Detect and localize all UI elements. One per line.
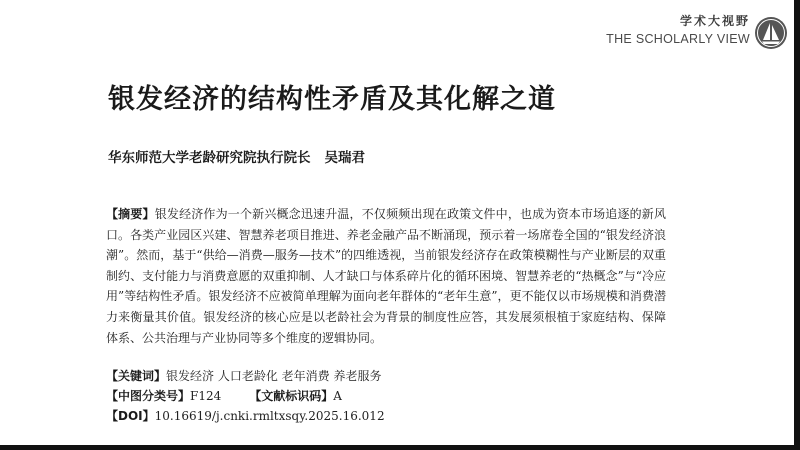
document-code-value: A (333, 389, 342, 403)
author-byline (108, 149, 365, 167)
abstract-label: 【摘要】 (106, 207, 155, 221)
classification-label: 【中图分类号】 (106, 389, 191, 403)
abstract-paragraph (106, 204, 666, 348)
doi-line (106, 407, 385, 425)
author-name: 吴瑞君 (324, 150, 365, 166)
keywords-label: 【关键词】 (106, 369, 167, 383)
column-masthead (530, 12, 750, 58)
viewer-edge-bottom (0, 445, 800, 450)
keywords-text: 银发经济 人口老龄化 老年消费 养老服务 (166, 369, 382, 383)
abstract-text: 银发经济作为一个新兴概念迅速升温，不仅频频出现在政策文件中，也成为资本市场追逐的新风口。各类产业园区兴建、智慧养老项目推进、养老金融产品不断涌现，预示着一场席卷全国的“银发经济浪潮”。然而，基于“供给—消费—服务—技术”的四维透视，当前银发经济存在政策模糊性与产业断层的双重制约、支付能力与消费意愿的双重抑制、人才缺口与体系碎片化的循环困境、智慧养老的“热概念”与“冷应用”等结构性矛盾。银发经济不应被简单理解为面向老年群体的“老年生意”，更不能仅以市场规模和消费潜力来衡量其价值。银发经济的核心应是以老龄社会为背景的制度性应答，其发展须根植于家庭结构、保障体系、公共治理与产业协同等多个维度的逻辑协同。 (106, 207, 666, 345)
keywords-line (106, 367, 381, 385)
doi-label: 【DOI】 (106, 409, 155, 423)
column-name-cn: 学术大视野 (679, 14, 750, 28)
document-code-label: 【文献标识码】 (249, 389, 334, 403)
classification-line (106, 387, 342, 405)
classification-value: F124 (190, 389, 222, 403)
column-name-en: THE SCHOLARLY VIEW (606, 32, 750, 46)
sailboat-circle-icon (754, 16, 788, 50)
author-affiliation: 华东师范大学老龄研究院执行院长 (108, 150, 311, 166)
doi-value: 10.16619/j.cnki.rmltxsqy.2025.16.012 (154, 409, 385, 423)
article-title: 银发经济的结构性矛盾及其化解之道 (108, 84, 556, 115)
viewer-edge-right (794, 0, 800, 450)
